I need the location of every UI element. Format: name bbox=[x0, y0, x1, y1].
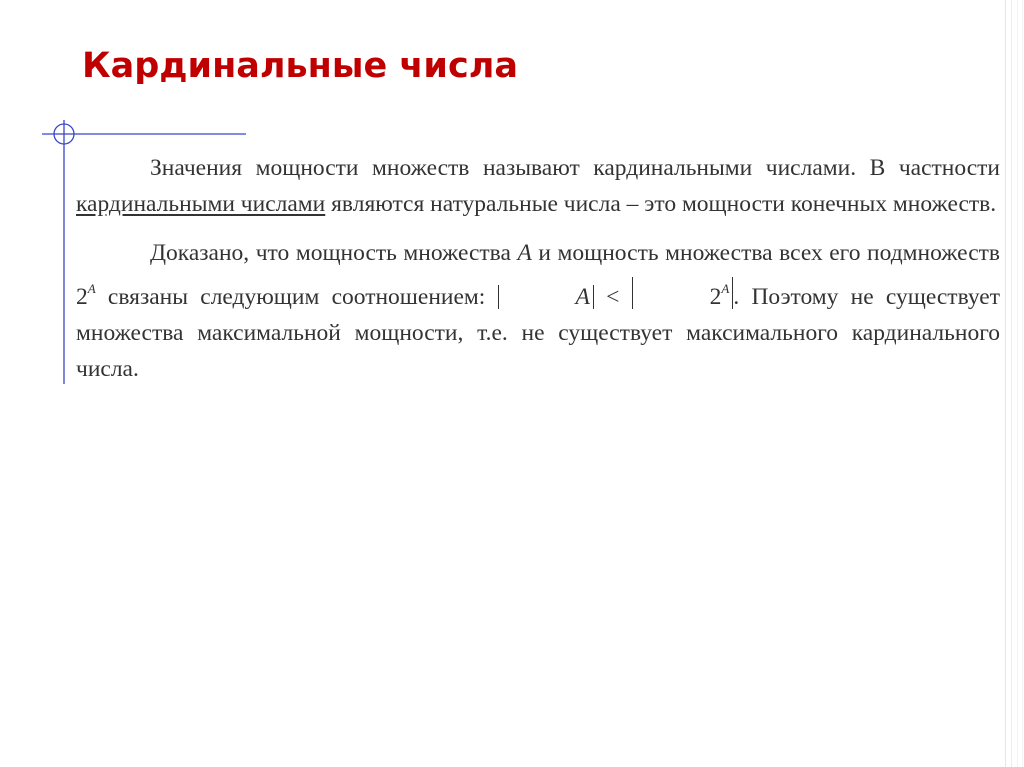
relation-rhs-exponent: A bbox=[721, 281, 730, 296]
slide-title: Кардинальные числа bbox=[82, 46, 518, 86]
underlined-term: кардинальными числами bbox=[76, 191, 326, 217]
relation-rhs bbox=[632, 277, 734, 309]
text-span: и мощность множества всех его подмножеств bbox=[531, 240, 1000, 266]
slide-body bbox=[76, 150, 1000, 387]
page-edge bbox=[1011, 0, 1012, 767]
relation-operator: < bbox=[606, 284, 620, 310]
text-span: . Поэтому не существует множества максимальной мощности, т.е. не существует максимального кардинального числа. bbox=[76, 284, 1001, 382]
paragraph-definition bbox=[76, 150, 1000, 222]
relation-rhs-base: 2 bbox=[709, 284, 722, 310]
power-exponent: A bbox=[87, 281, 96, 296]
set-symbol: A bbox=[517, 240, 532, 266]
text-span: Доказано, что мощность множества bbox=[150, 240, 518, 266]
power-base: 2 bbox=[76, 284, 88, 310]
power-set-expression bbox=[76, 281, 96, 310]
text-span: связаны следующим соотношением: bbox=[95, 284, 498, 310]
text-span: являются натуральные числа – это мощности конечных множеств. bbox=[325, 191, 997, 217]
paragraph-theorem bbox=[76, 235, 1000, 387]
page-edge bbox=[1022, 0, 1023, 767]
page-edge bbox=[1005, 0, 1006, 767]
relation-lhs: A bbox=[498, 285, 594, 309]
text-span: Значения мощности множеств называют кардинальными числами. В частности bbox=[150, 155, 1000, 181]
cardinality-relation bbox=[498, 281, 734, 310]
page-edge bbox=[1017, 0, 1018, 767]
